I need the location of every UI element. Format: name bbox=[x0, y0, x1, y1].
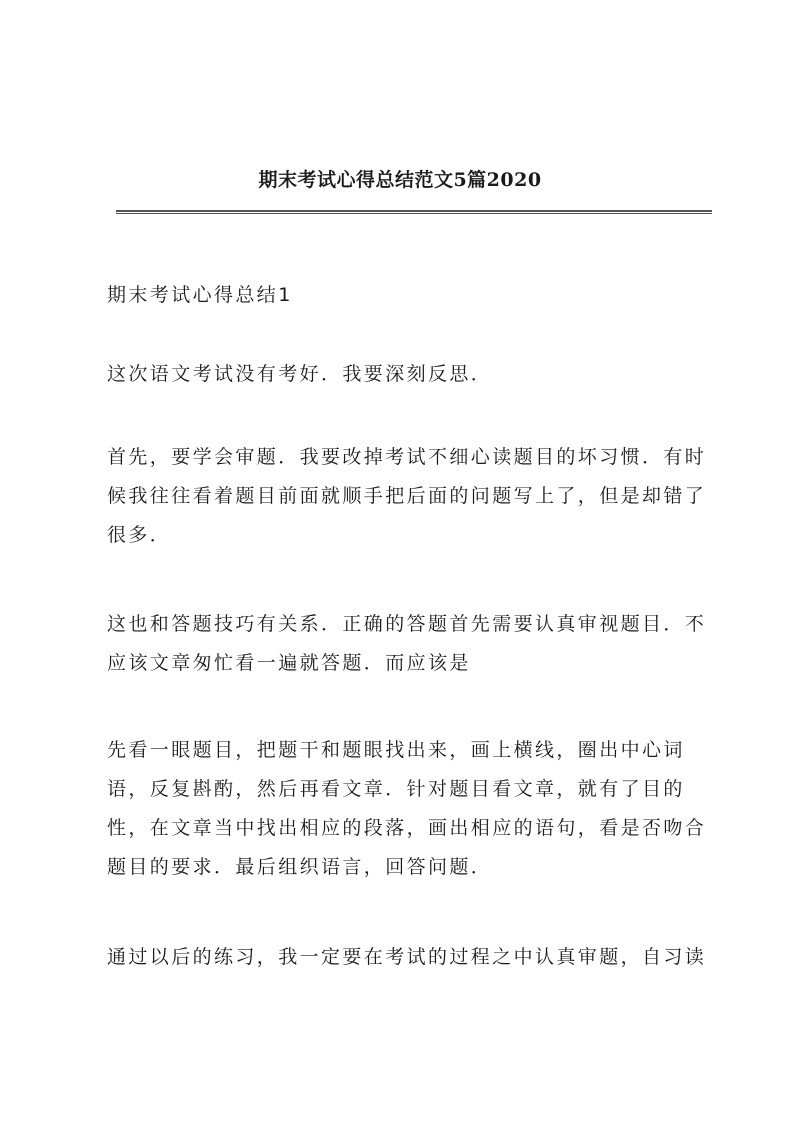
paragraph-line: 题目的要求．最后组织语言，回答问题． bbox=[107, 856, 493, 878]
paragraph-line: 这也和答题技巧有关系．正确的答题首先需要认真审视题目．不 bbox=[107, 613, 707, 635]
paragraph-line: 这次语文考试没有考好．我要深刻反思． bbox=[107, 363, 493, 385]
paragraph-4 bbox=[107, 731, 717, 887]
document-title: 期末考试心得总结范文5篇2020 bbox=[258, 169, 542, 191]
paragraph-line: 应该文章匆忙看一遍就答题．而应该是 bbox=[107, 652, 471, 674]
paragraph-line: 很多． bbox=[107, 524, 172, 546]
paragraph-2 bbox=[107, 438, 717, 555]
paragraph-1 bbox=[107, 355, 717, 394]
paragraph-line: 候我往往看着题目前面就顺手把后面的问题写上了，但是却错了 bbox=[107, 485, 707, 507]
paragraph-line: 语，反复斟酌，然后再看文章．针对题目看文章，就有了目的 bbox=[107, 778, 685, 800]
paragraph-line: 首先，要学会审题．我要改掉考试不细心读题目的坏习惯．有时 bbox=[107, 446, 707, 468]
paragraph-line: 先看一眼题目，把题干和题眼找出来，画上横线，圈出中心词 bbox=[107, 739, 685, 761]
paragraph-3 bbox=[107, 605, 717, 683]
title-divider bbox=[116, 210, 712, 214]
paragraph-line: 性，在文章当中找出相应的段落，画出相应的语句，看是否吻合 bbox=[107, 817, 707, 839]
section-heading: 期末考试心得总结1 bbox=[107, 284, 293, 306]
paragraph-5 bbox=[107, 938, 717, 977]
paragraph-line: 通过以后的练习，我一定要在考试的过程之中认真审题，自习读 bbox=[107, 946, 707, 968]
